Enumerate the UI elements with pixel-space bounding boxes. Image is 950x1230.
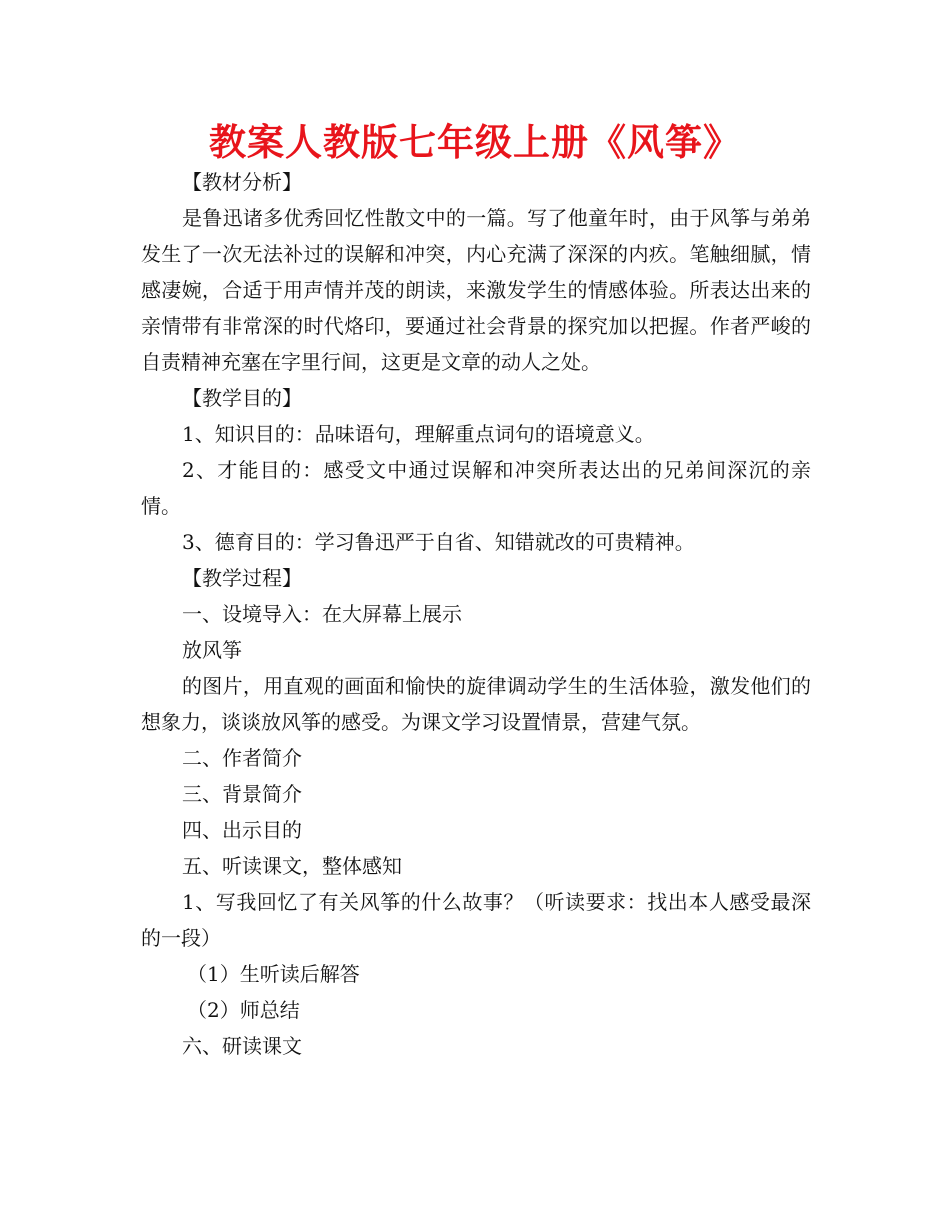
document-title: 教案人教版七年级上册《风筝》: [209, 121, 741, 164]
paragraph: 1、写我回忆了有关风筝的什么故事？（听读要求：找出本人感受最深的一段）: [141, 890, 811, 950]
paragraph: 1、知识目的：品味语句，理解重点词句的语境意义。: [182, 422, 655, 446]
paragraph: 四、出示目的: [182, 818, 302, 842]
paragraph: 2、才能目的：感受文中通过误解和冲突所表达出的兄弟间深沉的亲情。: [141, 458, 811, 518]
paragraph: 三、背景简介: [182, 782, 302, 806]
paragraph: （1）生听读后解答: [187, 962, 360, 986]
paragraph: 的图片，用直观的画面和愉快的旋律调动学生的生活体验，激发他们的想象力，谈谈放风筝的感受。为课文学习设置情景，营建气氛。: [141, 674, 811, 734]
paragraph: 二、作者简介: [182, 746, 302, 770]
paragraph: （2）师总结: [187, 998, 300, 1022]
paragraph: 是鲁迅诸多优秀回忆性散文中的一篇。写了他童年时，由于风筝与弟弟发生了一次无法补过的误解和冲突，内心充满了深深的内疚。笔触细腻，情感凄婉，合适于用声情并茂的朗读，来激发学生的情感体验。所表达出来的亲情带有非常深的时代烙印，要通过社会背景的探究加以把握。作者严峻的自责精神充塞在字里行间，这更是文章的动人之处。: [141, 206, 811, 374]
paragraph: 六、研读课文: [182, 1034, 302, 1058]
paragraph: 放风筝: [182, 638, 242, 662]
paragraph: 五、听读课文，整体感知: [182, 854, 402, 878]
paragraph: 一、设境导入：在大屏幕上展示: [182, 602, 462, 626]
paragraph: 【教学过程】: [182, 566, 302, 590]
paragraph: 3、德育目的：学习鲁迅严于自省、知错就改的可贵精神。: [182, 530, 695, 554]
paragraph: 【教学目的】: [182, 386, 302, 410]
paragraph: 【教材分析】: [182, 170, 302, 194]
document-body: [141, 164, 811, 1064]
